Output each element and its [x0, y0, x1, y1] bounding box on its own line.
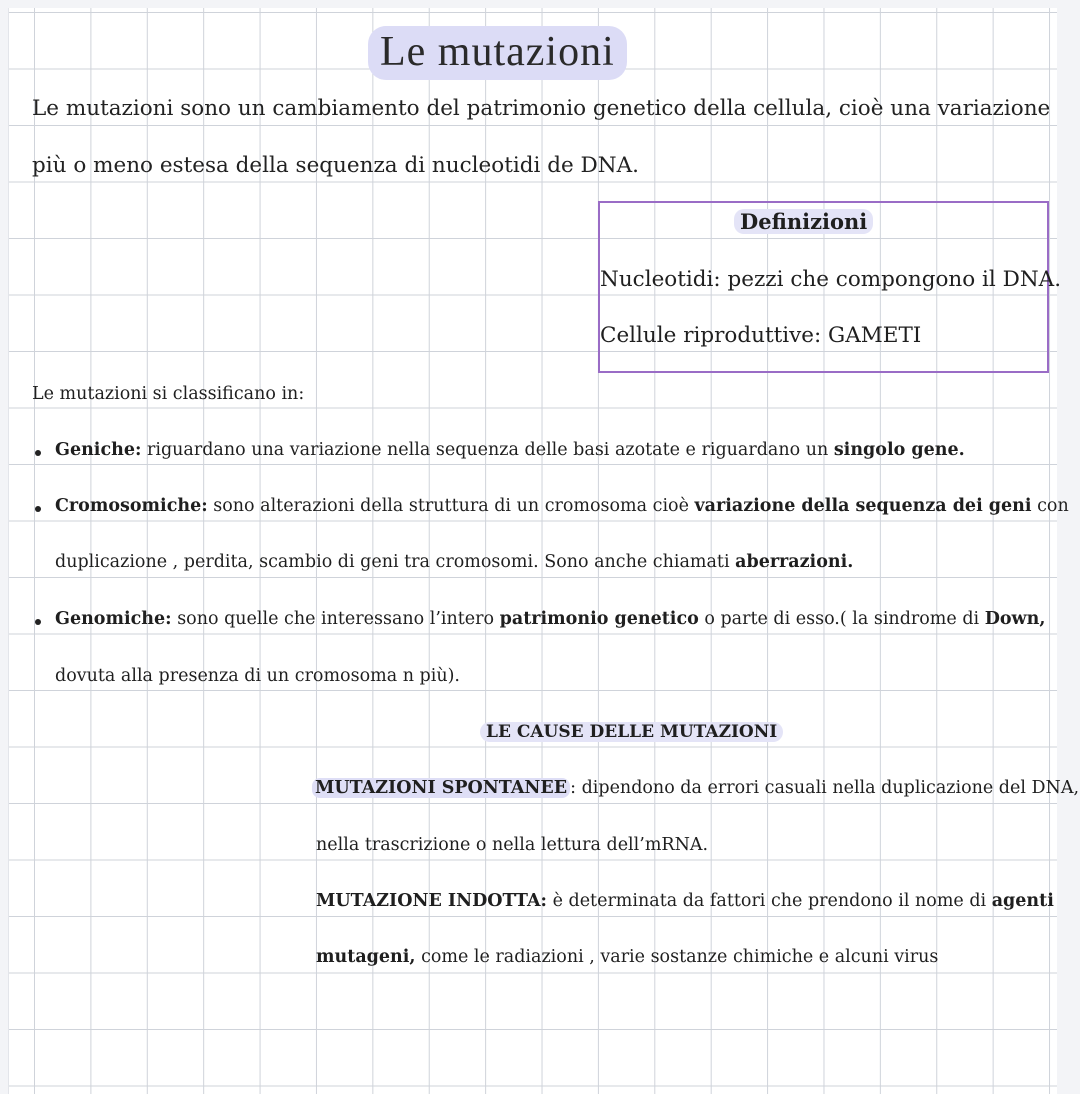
spontanee-line-2: nella trascrizione o nella lettura dell’mRNA.: [316, 835, 709, 855]
term-indotta: MUTAZIONE INDOTTA:: [316, 891, 548, 911]
cromosomiche-text-2: con: [1031, 496, 1069, 516]
intro-line-2: più o meno estesa della sequenza di nucleotidi de DNA.: [32, 153, 639, 178]
cromosomiche-line2-bold: aberrazioni.: [735, 552, 854, 572]
bullet-icon: [35, 619, 41, 625]
definitions-heading: Definizioni: [734, 209, 873, 234]
cromosomiche-text: sono alterazioni della struttura di un cromosoma cioè: [207, 496, 695, 516]
genomiche-bold: patrimonio genetico: [499, 609, 699, 629]
indotta-line2-text: come le radiazioni , varie sostanze chimiche e alcuni virus: [415, 947, 939, 967]
item-genomiche-line-2: dovuta alla presenza di un cromosoma n più).: [55, 666, 460, 686]
item-geniche: [55, 440, 965, 460]
spontanee-line-1: [312, 778, 1079, 798]
geniche-bold: singolo gene.: [833, 440, 965, 460]
page-title: Le mutazioni: [368, 26, 627, 80]
intro-line-1: Le mutazioni sono un cambiamento del patrimonio genetico della cellula, cioè una variazione: [32, 96, 1051, 121]
term-spontanee: MUTAZIONI SPONTANEE: [312, 778, 570, 798]
spontanee-text: : dipendono da errori casuali nella duplicazione del DNA,: [570, 778, 1080, 798]
indotta-text: è determinata da fattori che prendono il nome di: [547, 891, 992, 911]
definition-cellule: Cellule riproduttive: GAMETI: [600, 323, 922, 348]
item-genomiche: [55, 609, 1045, 629]
term-genomiche: Genomiche:: [55, 609, 172, 629]
indotta-line-2: [316, 947, 938, 967]
genomiche-bold-2: Down,: [984, 609, 1046, 629]
bullet-icon: [35, 450, 41, 456]
item-cromosomiche: [55, 496, 1069, 516]
bullet-icon: [35, 506, 41, 512]
genomiche-text: sono quelle che interessano l’intero: [171, 609, 500, 629]
term-cromosomiche: Cromosomiche:: [55, 496, 208, 516]
cromosomiche-line2-text: duplicazione , perdita, scambio di geni tra cromosomi. Sono anche chiamati: [55, 552, 736, 572]
item-cromosomiche-line-2: [55, 552, 853, 572]
definition-nucleotidi: Nucleotidi: pezzi che compongono il DNA.: [600, 267, 1062, 292]
cromosomiche-bold: variazione della sequenza dei geni: [694, 496, 1032, 516]
classification-intro: Le mutazioni si classificano in:: [32, 384, 305, 404]
term-geniche: Geniche:: [55, 440, 142, 460]
indotta-bold: agenti: [991, 891, 1054, 911]
indotta-line-1: [316, 891, 1054, 911]
indotta-line2-bold: mutageni,: [316, 947, 416, 967]
geniche-text: riguardano una variazione nella sequenza delle basi azotate e riguardano un: [141, 440, 834, 460]
causes-heading: LE CAUSE DELLE MUTAZIONI: [480, 722, 783, 742]
genomiche-text-2: o parte di esso.( la sindrome di: [698, 609, 985, 629]
